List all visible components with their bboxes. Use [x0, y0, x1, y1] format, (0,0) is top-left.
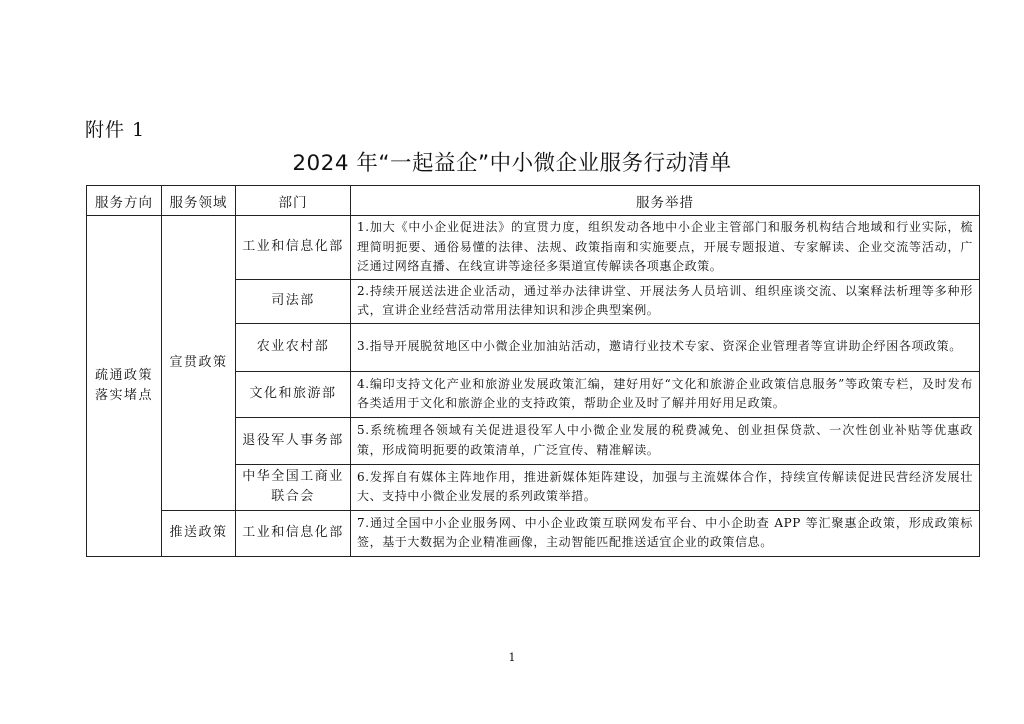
department-cell [236, 464, 351, 510]
service-field-cell: 推送政策 [162, 510, 236, 556]
department-cell [236, 279, 351, 323]
department-cell [236, 216, 351, 280]
measure-cell: 2.持续开展送法进企业活动，通过举办法律讲堂、开展法务人员培训、组织座谈交流、以案释法析理等多种形式，宣讲企业经营活动常用法律知识和涉企典型案例。 [351, 279, 980, 323]
measure-cell: 3.指导开展脱贫地区中小微企业加油站活动，邀请行业技术专家、资深企业管理者等宣讲助企纾困各项政策。 [351, 323, 980, 371]
department-text: 退役军人事务部 [242, 432, 344, 448]
table-row [87, 510, 980, 556]
header-service-measure: 服务举措 [351, 186, 980, 216]
department-text: 文化和旅游部 [249, 386, 337, 401]
measure-cell: 7.通过全国中小企业服务网、中小企业政策互联网发布平台、中小企助查 APP 等汇聚惠企政策，形成政策标签，基于大数据为企业精准画像，主动智能匹配推送适宜企业的政策信息。 [351, 510, 980, 556]
department-cell [236, 510, 351, 556]
department-cell [236, 417, 351, 464]
annex-label: 附件 1 [85, 119, 146, 141]
department-cell [236, 371, 351, 417]
measure-cell: 5.系统梳理各领域有关促进退役军人中小微企业发展的税费减免、创业担保贷款、一次性创业补贴等优惠政策，形成简明扼要的政策清单，广泛宣传、精准解读。 [351, 417, 980, 464]
service-direction-text: 疏通政策落实堵点 [94, 367, 153, 403]
measure-cell: 1.加大《中小企业促进法》的宣贯力度，组织发动各地中小企业主管部门和服务机构结合地域和行业实际，梳理简明扼要、通俗易懂的法律、法规、政策指南和实施要点，开展专题报道、专家解读、企业交流等活动，广泛通过网络直播、在线宣讲等途径多渠道宣传解读各项惠企政策。 [351, 216, 980, 280]
service-field-cell: 宣贯政策 [162, 216, 236, 511]
service-direction-cell [87, 216, 162, 557]
department-text: 司法部 [271, 293, 315, 308]
department-text: 农业农村部 [256, 339, 330, 354]
measure-cell: 6.发挥自有媒体主阵地作用，推进新媒体矩阵建设，加强与主流媒体合作，持续宣传解读促进民营经济发展壮大、支持中小微企业发展的系列政策举措。 [351, 464, 980, 510]
header-service-field: 服务领域 [162, 186, 236, 216]
service-action-table [86, 185, 980, 557]
department-text: 工业和信息化部 [242, 239, 344, 255]
department-text: 中华全国工商业联合会 [242, 469, 344, 504]
table-row [87, 216, 980, 280]
measure-cell: 4.编印支持文化产业和旅游业发展政策汇编，建好用好“文化和旅游企业政策信息服务”等政策专栏，及时发布各类适用于文化和旅游企业的支持政策，帮助企业及时了解并用好用足政策。 [351, 371, 980, 417]
department-text: 工业和信息化部 [242, 525, 344, 540]
header-service-direction: 服务方向 [87, 186, 162, 216]
department-cell [236, 323, 351, 371]
header-department: 部门 [236, 186, 351, 216]
document-title: 2024 年“一起益企”中小微企业服务行动清单 [292, 151, 732, 176]
table-header-row [87, 186, 980, 216]
page-number: 1 [508, 651, 516, 664]
